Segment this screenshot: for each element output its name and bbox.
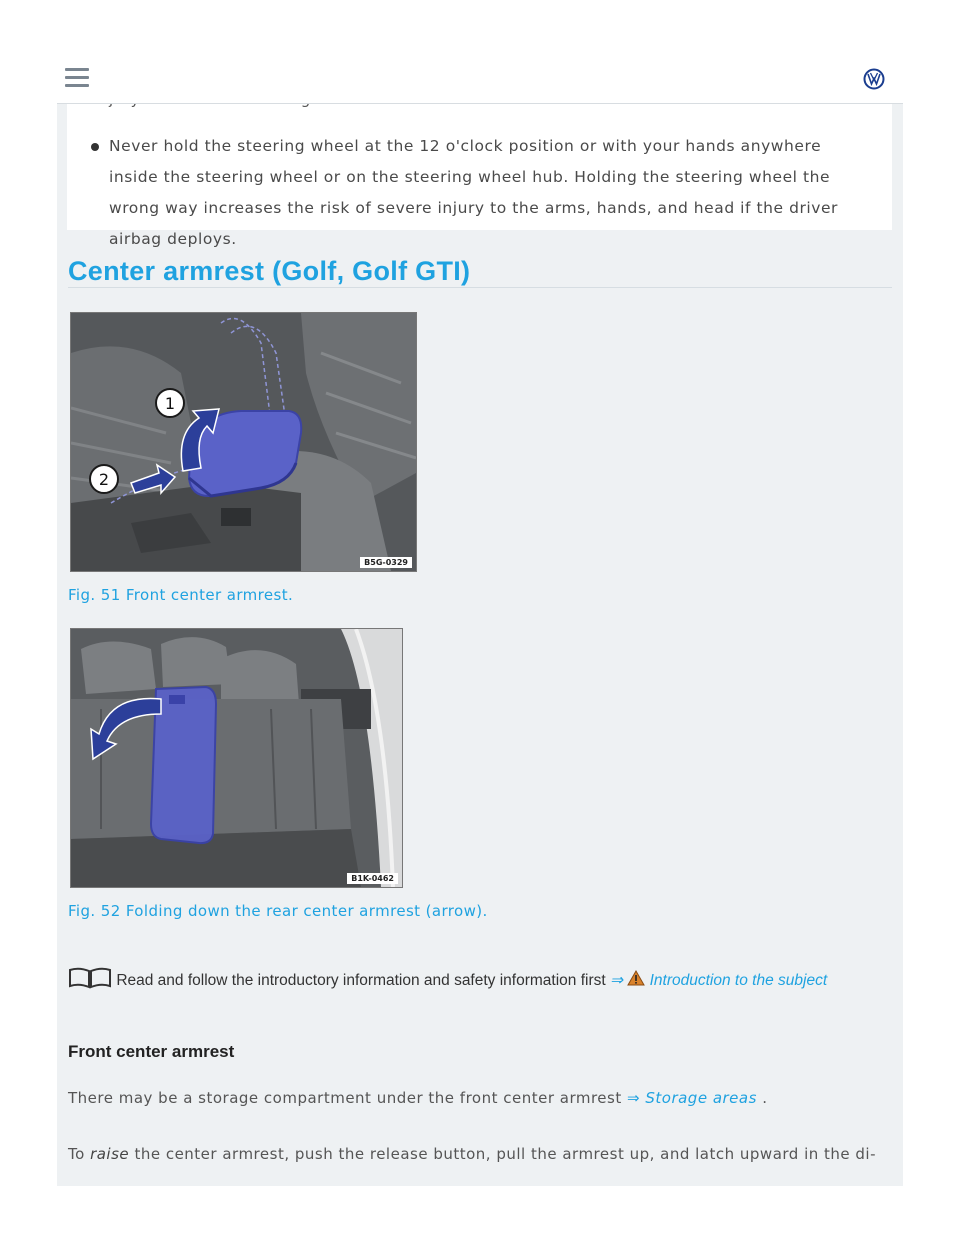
intro-arrow[interactable]: ⇒ (610, 972, 623, 989)
figure-caption: Fig. 52 Folding down the rear center armrest (arrow). (68, 902, 488, 920)
figure-code: B5G-0329 (360, 557, 412, 568)
hamburger-menu-icon[interactable] (65, 68, 89, 90)
storage-areas-link[interactable]: ⇒ Storage areas (627, 1089, 757, 1107)
svg-text:2: 2 (98, 470, 110, 489)
callout-2 (90, 465, 118, 493)
book-icon (68, 967, 112, 989)
storage-paragraph: There may be a storage compartment under the front center armrest ⇒ Storage areas . (68, 1089, 768, 1107)
figure-rear-armrest (70, 628, 403, 888)
intro-paragraph (68, 966, 888, 995)
top-bar (57, 0, 903, 104)
front-armrest-illustration (71, 313, 416, 571)
callout-1 (156, 389, 184, 417)
section-title: Center armrest (Golf, Golf GTI) (68, 256, 471, 286)
bullet-dot (91, 143, 99, 151)
vw-logo-icon[interactable] (863, 68, 885, 90)
intro-link[interactable]: Introduction to the subject (649, 972, 828, 989)
figure-front-armrest (70, 312, 417, 572)
raise-paragraph: To raise the center armrest, push the release button, pull the armrest up, and latch upward in the di- (68, 1145, 877, 1163)
intro-text: Read and follow the introductory information and safety information first (116, 972, 606, 989)
warning-triangle-icon (627, 970, 645, 986)
warning-box (67, 103, 892, 248)
figure-code: B1K-0462 (347, 873, 398, 884)
svg-text:1: 1 (164, 394, 176, 413)
warning-list-item: Never hold the steering wheel at the 12 o'clock position or with your hands anywhere inside the steering wheel or on the steering wheel hub. Holding the steering wheel the wrong way increases the risk of severe injury to the arms, hands, and head if the driver airbag deploys. (109, 137, 838, 248)
title-divider (68, 287, 892, 288)
figure-caption: Fig. 51 Front center armrest. (68, 586, 294, 604)
front-armrest-heading: Front center armrest (68, 1042, 235, 1061)
rear-armrest-illustration (71, 629, 402, 887)
